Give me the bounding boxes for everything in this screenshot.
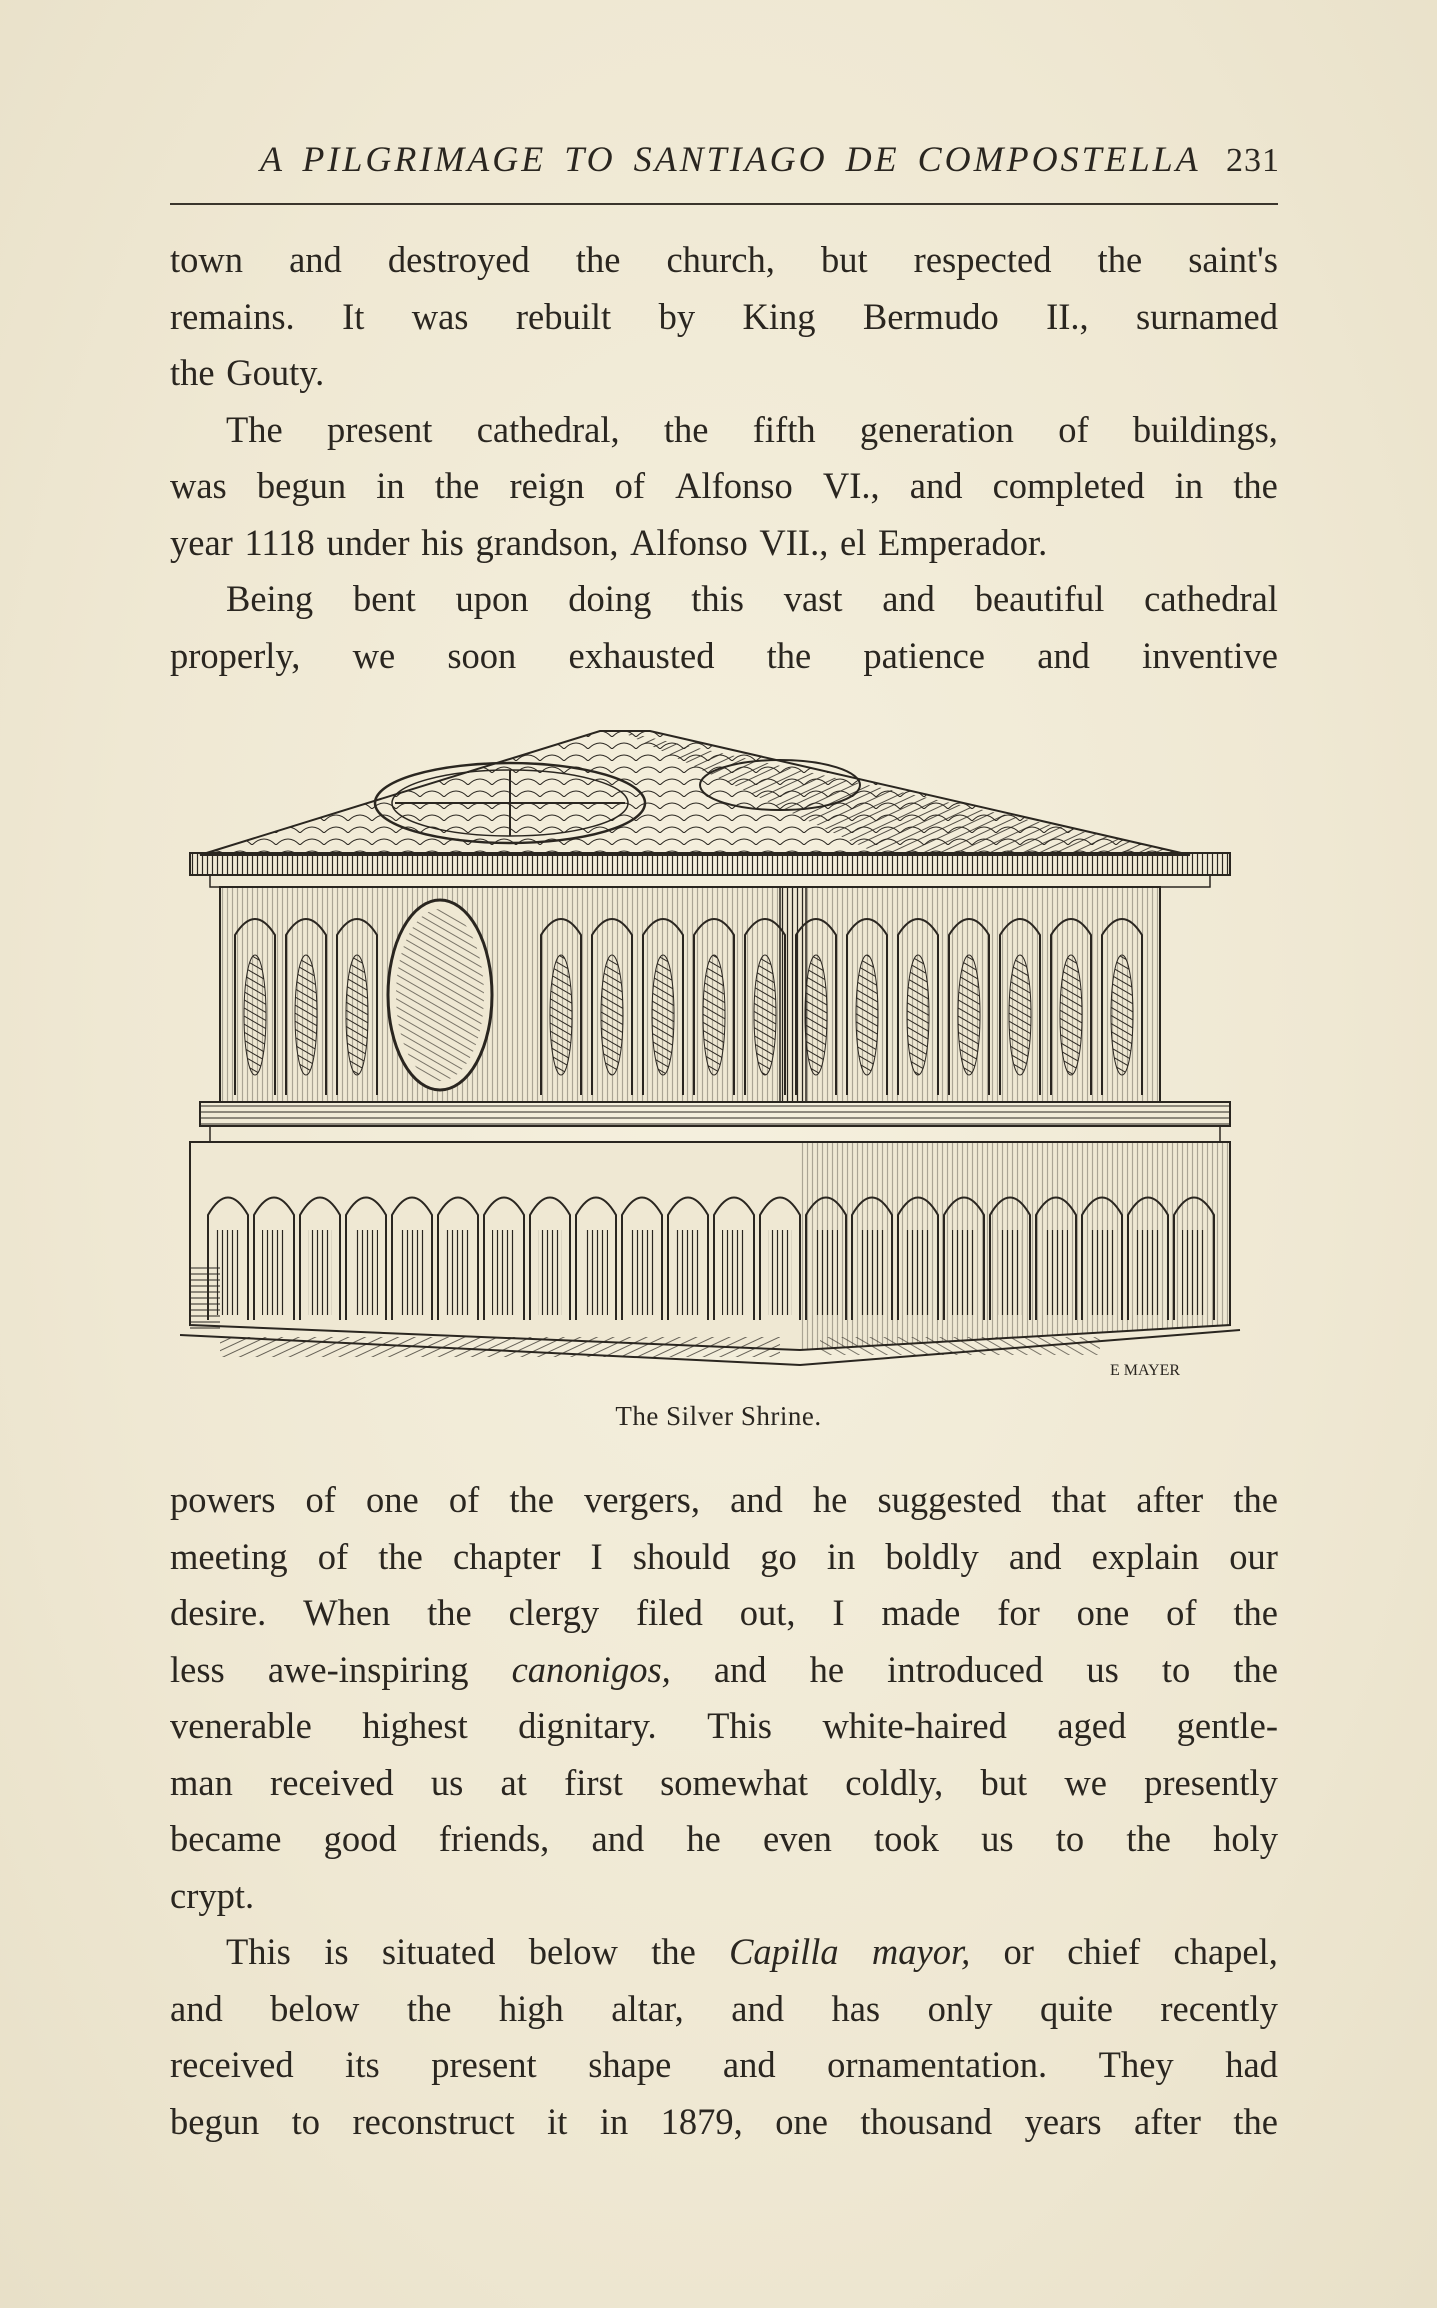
word: was [170,465,227,506]
word: aged [1057,1705,1127,1746]
text-line [170,1924,1278,1981]
word: under [326,521,410,563]
word: upon [455,578,529,619]
word: respected [913,239,1052,280]
word: he [809,1648,845,1690]
word: friends, [438,1818,550,1859]
word: the [1233,465,1278,506]
word: of [1166,1592,1197,1633]
word: II., [1046,295,1089,337]
word: to [1161,1648,1191,1690]
word: the [663,408,709,450]
word: grandson, [475,521,619,563]
word: in [376,465,405,506]
body-text-top [170,232,1278,684]
word: thousand [860,2100,993,2142]
shrine-middle-band [200,1102,1230,1142]
word: year [170,521,233,563]
word: the [651,1931,696,1972]
word: somewhat [660,1761,809,1803]
word: man [170,1761,233,1803]
word: meeting [170,1535,288,1577]
word: the [575,239,621,280]
word: that [1051,1479,1107,1520]
word: of [305,1479,336,1520]
word: exhausted [568,634,715,676]
word: the [1233,1648,1278,1690]
word: soon [447,634,517,676]
header-rule [170,203,1278,205]
word: introduced [887,1648,1044,1690]
word: us [430,1761,464,1803]
silver-shrine-engraving-icon [180,725,1260,1390]
word: vergers, [584,1479,700,1520]
word: the [427,1592,472,1633]
word: VI., [822,465,880,506]
word: the [766,634,812,676]
word: one [1076,1592,1130,1633]
word: good [323,1818,397,1859]
word: below [270,1987,360,2029]
word: go [760,1535,797,1577]
word: the [1233,2100,1278,2142]
word: and [882,578,935,619]
word: its [345,2044,380,2085]
word: the [1097,239,1143,280]
text-line [170,2037,1278,2094]
word: and [713,1648,767,1690]
word: 1118 [244,521,315,563]
word: the [434,465,480,506]
word: beautiful [974,578,1105,619]
word: white-haired [822,1705,1007,1746]
word: one [366,1479,419,1520]
figure-caption: The Silver Shrine. [615,1401,822,1431]
word: we [352,634,396,676]
word: to [291,2100,321,2142]
word: received [270,1761,394,1803]
word: saint's [1188,239,1278,280]
text-line [170,402,1278,459]
word: cathedral, [476,408,620,450]
word: this [691,578,744,619]
word: but [820,239,868,280]
word: chief [1067,1931,1141,1972]
word: and [1037,634,1090,676]
word: boldly [885,1535,979,1577]
word: mayor, [871,1931,971,1972]
text-line [170,1698,1278,1755]
word: venerable [170,1705,312,1746]
word: and [289,239,342,280]
word: quite [1039,1987,1113,2029]
word: became [170,1818,282,1859]
word: of [614,465,645,506]
word: should [632,1535,731,1577]
word: Gouty. [226,352,325,393]
text-line [170,232,1278,289]
word: Bermudo [862,295,999,337]
word: doing [568,578,652,619]
text-line [170,289,1278,346]
word: bent [352,578,416,619]
text-line [170,1755,1278,1812]
word: for [997,1592,1040,1633]
word: to [1055,1818,1085,1859]
word: Being [226,578,314,619]
word: reconstruct [352,2100,515,2142]
word: and [170,1987,223,2029]
word: Alfonso [675,465,793,506]
word: has [831,1987,881,2029]
text-line [170,1585,1278,1642]
text-line [170,458,1278,515]
word: shape [588,2044,672,2085]
word: by [658,295,696,337]
word: and [1008,1535,1062,1577]
word: in [826,1535,856,1577]
text-line [170,515,1278,572]
word: our [1229,1535,1278,1577]
text-line [170,1472,1278,1529]
word: cathedral [1144,578,1278,619]
word: desire. [170,1592,267,1633]
word: fifth [752,408,816,450]
word: after [1136,1479,1204,1520]
word: the [406,1987,452,2029]
word: Emperador. [878,521,1048,563]
word: out, [739,1592,796,1633]
word: surnamed [1136,295,1278,337]
word: but [980,1761,1028,1803]
word: It [342,295,365,337]
word: chapter [452,1535,561,1577]
word: after [1134,2100,1201,2142]
text-line [170,628,1278,685]
word: years [1024,2100,1102,2142]
word: received [170,2044,294,2085]
word: presently [1144,1761,1278,1803]
word: of [1058,408,1089,450]
word: us [1086,1648,1119,1690]
word: begun [256,465,347,506]
word: inventive [1142,634,1278,676]
shrine-cornice [190,853,1230,887]
word: chapel, [1173,1931,1278,1972]
word: the [1233,1479,1278,1520]
word: situated [381,1931,496,1972]
shrine-lower-register [190,1142,1230,1350]
word: completed [992,465,1145,506]
word: and [722,2044,776,2085]
word: The [226,408,283,450]
word: explain [1091,1535,1200,1577]
word: had [1225,2044,1278,2085]
word: present [327,408,433,450]
word: powers [170,1479,276,1520]
shrine-roof [200,731,1190,855]
engraver-signature: E MAYER [1110,1362,1181,1379]
word: begun [170,2100,260,2142]
word: he [686,1818,721,1859]
word: Capilla [729,1931,839,1972]
word: vast [783,578,843,619]
word: even [762,1818,832,1859]
word: dignitary. [518,1705,657,1746]
word: When [303,1592,391,1633]
word: They [1098,2044,1174,2085]
word: it [547,2100,568,2142]
word: of [448,1479,480,1520]
word: suggested [877,1479,1022,1520]
word: and [909,465,963,506]
text-line [170,1529,1278,1586]
word: below [528,1931,618,1972]
word: the [1233,1592,1278,1633]
word: coldly, [845,1761,944,1803]
word: el [840,521,867,563]
body-text-bottom [170,1472,1278,2150]
word: and [731,1987,784,2029]
word: was [411,295,469,337]
word: in [1174,465,1204,506]
word: highest [362,1705,468,1746]
word: VII., [759,521,829,563]
word: rebuilt [515,295,612,337]
word: King [742,295,816,337]
word: the [170,352,215,393]
word: the [509,1479,554,1520]
word: made [881,1592,961,1633]
word: we [1064,1761,1107,1803]
text-line [170,1981,1278,2038]
word: and [591,1818,645,1859]
word: one [775,2100,828,2142]
running-head [170,138,1280,188]
page-number: 231 [1226,142,1280,179]
word: the [1126,1818,1171,1859]
word: remains. [170,295,295,337]
word: or [1003,1931,1034,1972]
word: 1879, [660,2100,743,2142]
word: buildings, [1132,408,1278,450]
word: of [317,1535,349,1577]
word: gentle- [1176,1705,1278,1746]
word: town [170,239,243,280]
word: church, [666,239,775,280]
text-line [170,1811,1278,1868]
word: filed [635,1592,703,1633]
word: in [599,2100,629,2142]
word: Alfonso [630,521,748,563]
word: he [812,1479,848,1520]
word: and [730,1479,783,1520]
word: us [981,1818,1014,1859]
word: awe-inspiring [267,1648,469,1690]
word: only [927,1987,993,2029]
word: destroyed [387,239,530,280]
word: his [421,521,464,563]
text-line [170,345,1278,402]
word: less [170,1648,225,1690]
shrine-upper-register [220,887,1160,1102]
word: holy [1213,1818,1278,1859]
word: took [874,1818,939,1859]
text-line [170,1642,1278,1699]
word: This [226,1931,291,1972]
word: high [498,1987,564,2029]
word: I [832,1592,845,1633]
word: properly, [170,634,301,676]
word: crypt. [170,1874,255,1916]
text-line [170,1868,1278,1925]
word: reign [509,465,585,506]
word: at [500,1761,527,1803]
text-line [170,2094,1278,2151]
word: first [564,1761,623,1803]
word: recently [1160,1987,1278,2029]
word: This [707,1705,773,1746]
word: generation [859,408,1014,450]
text-line [170,571,1278,628]
word: the [378,1535,423,1577]
word: present [431,2044,537,2085]
word: is [324,1931,349,1972]
word: I [590,1535,603,1577]
word: ornamentation. [827,2044,1048,2085]
word: patience [863,634,986,676]
word: clergy [508,1592,600,1633]
running-title: A PILGRIMAGE TO SANTIAGO DE COMPOSTELLA [260,139,1201,179]
word: canonigos, [511,1648,671,1690]
word: altar, [611,1987,684,2029]
